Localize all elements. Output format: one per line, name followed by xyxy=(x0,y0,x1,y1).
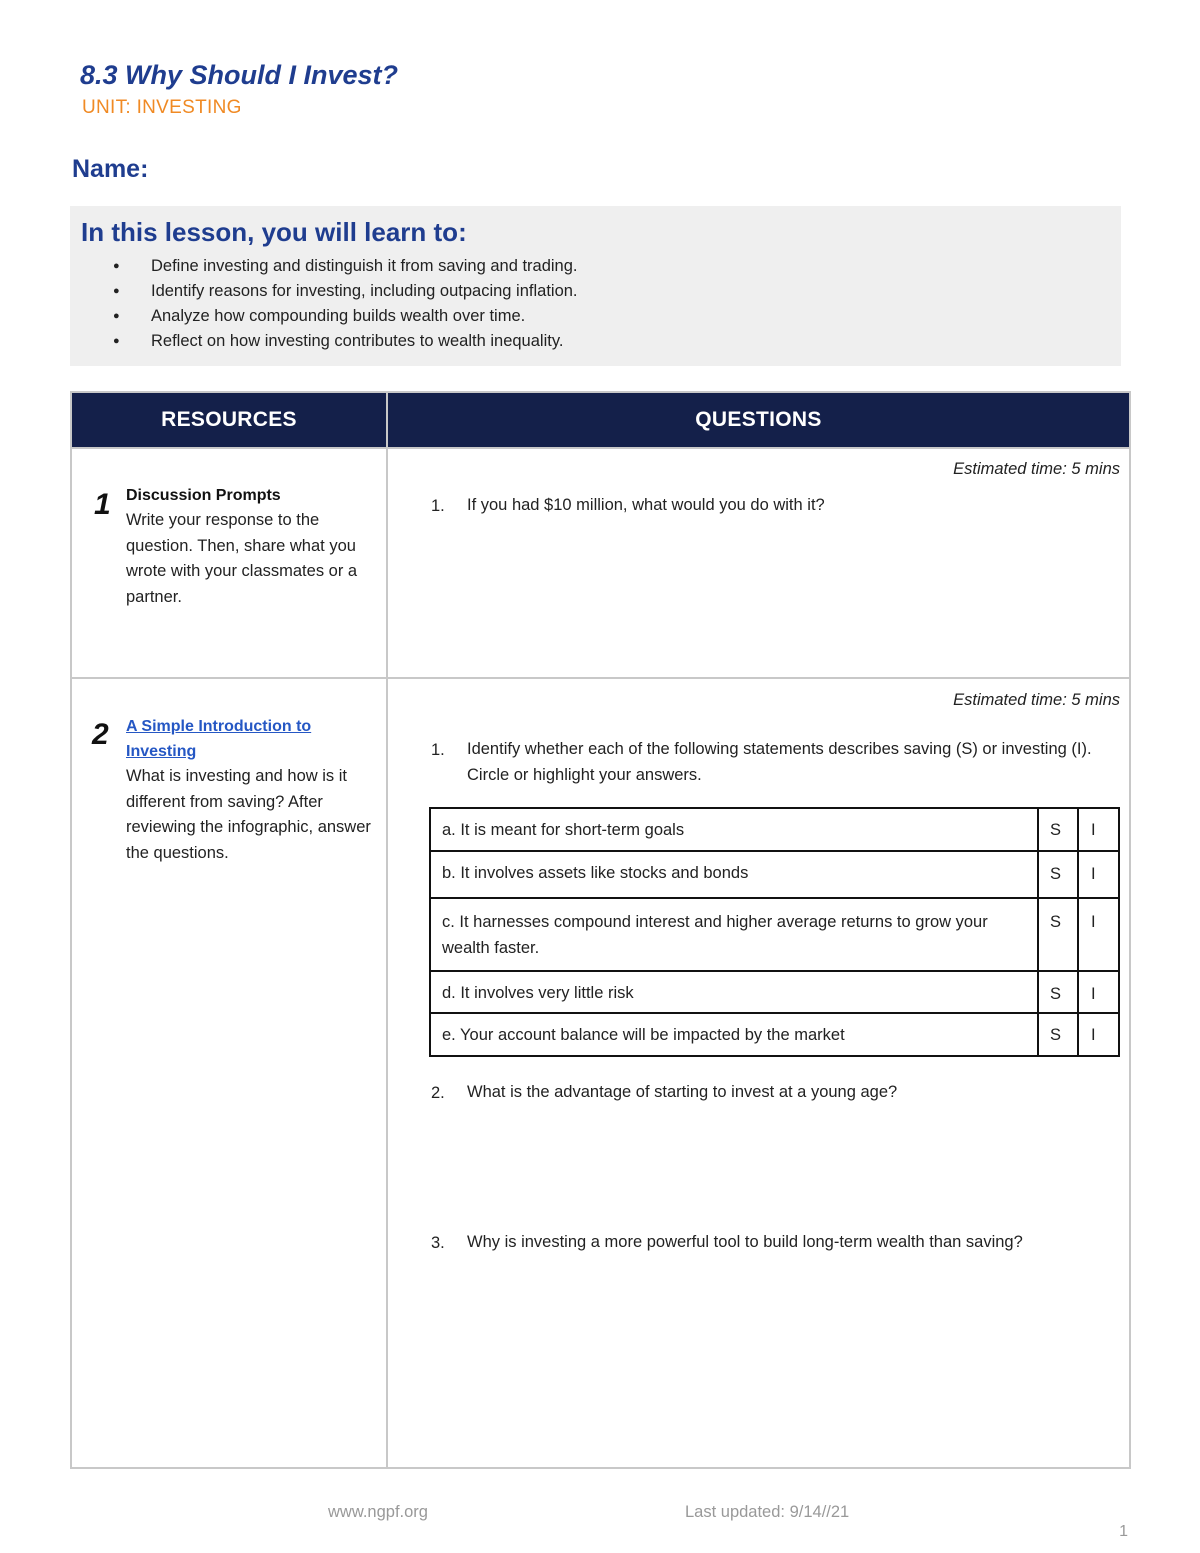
questions-header: QUESTIONS xyxy=(388,393,1129,447)
column-divider xyxy=(1037,809,1039,1055)
statement-text: a. It is meant for short-term goals xyxy=(442,821,685,839)
question-text: Identify whether each of the following statements describes saving (S) or investing (I). Circle or highlight your answers. xyxy=(467,740,1092,784)
row-number: 2 xyxy=(92,718,109,751)
column-divider xyxy=(386,393,388,1467)
objectives-list xyxy=(113,254,578,354)
footer-last-updated: Last updated: 9/14//21 xyxy=(685,1503,850,1521)
page-number: 1 xyxy=(1119,1523,1128,1540)
statement-text: e. Your account balance will be impacted by the market xyxy=(442,1026,845,1044)
statement-row xyxy=(431,852,1118,899)
row-number: 1 xyxy=(94,488,111,521)
saving-option[interactable]: S xyxy=(1050,913,1062,931)
investing-option[interactable]: I xyxy=(1091,985,1096,1003)
column-divider xyxy=(1077,809,1079,1055)
investing-option[interactable]: I xyxy=(1091,1026,1096,1044)
objective-item: ● Analyze how compounding builds wealth over time. xyxy=(113,304,578,329)
statement-text: b. It involves assets like stocks and bonds xyxy=(442,864,749,882)
question-number: 2. xyxy=(431,1084,445,1102)
question-number: 1. xyxy=(431,497,445,515)
resource-title: Discussion Prompts xyxy=(126,487,281,504)
objective-item: ● Define investing and distinguish it from saving and trading. xyxy=(113,254,578,279)
page-title: 8.3 Why Should I Invest? xyxy=(80,60,399,90)
estimated-time: Estimated time: 5 mins xyxy=(953,460,1120,478)
resource-description: What is investing and how is it different from saving? After reviewing the infographic, answer the questions. xyxy=(126,767,371,862)
investing-option[interactable]: I xyxy=(1091,865,1096,883)
statement-row xyxy=(431,972,1118,1014)
question-number: 3. xyxy=(431,1234,445,1252)
footer-website: www.ngpf.org xyxy=(328,1503,428,1521)
question-number: 1. xyxy=(431,741,445,759)
question-text: Why is investing a more powerful tool to build long-term wealth than saving? xyxy=(467,1233,1023,1251)
objective-item: ● Identify reasons for investing, including outpacing inflation. xyxy=(113,279,578,304)
objective-item: ● Reflect on how investing contributes to wealth inequality. xyxy=(113,329,578,354)
investing-option[interactable]: I xyxy=(1091,821,1096,839)
name-label: Name: xyxy=(72,155,149,183)
row-divider xyxy=(72,677,1129,679)
unit-label: UNIT: INVESTING xyxy=(82,97,242,118)
statement-row xyxy=(431,1014,1118,1055)
question-text: If you had $10 million, what would you do with it? xyxy=(467,496,825,514)
statements-table xyxy=(429,807,1120,1057)
saving-option[interactable]: S xyxy=(1050,985,1062,1003)
statement-text: c. It harnesses compound interest and higher average returns to grow your wealth faster. xyxy=(442,913,988,957)
statement-text: d. It involves very little risk xyxy=(442,984,634,1002)
resources-header: RESOURCES xyxy=(72,393,386,447)
saving-option[interactable]: S xyxy=(1050,1026,1062,1044)
saving-option[interactable]: S xyxy=(1050,865,1062,883)
statement-row xyxy=(431,809,1118,852)
lesson-heading: In this lesson, you will learn to: xyxy=(81,217,467,247)
resource-description: Write your response to the question. Then, share what you wrote with your classmates or a partner. xyxy=(126,511,358,606)
resource-link[interactable]: A Simple Introduction to Investing xyxy=(126,718,312,760)
row-divider xyxy=(72,447,1129,449)
saving-option[interactable]: S xyxy=(1050,821,1062,839)
statement-row xyxy=(431,899,1118,972)
question-text: What is the advantage of starting to invest at a young age? xyxy=(467,1083,898,1101)
investing-option[interactable]: I xyxy=(1091,913,1096,931)
estimated-time: Estimated time: 5 mins xyxy=(953,691,1120,709)
